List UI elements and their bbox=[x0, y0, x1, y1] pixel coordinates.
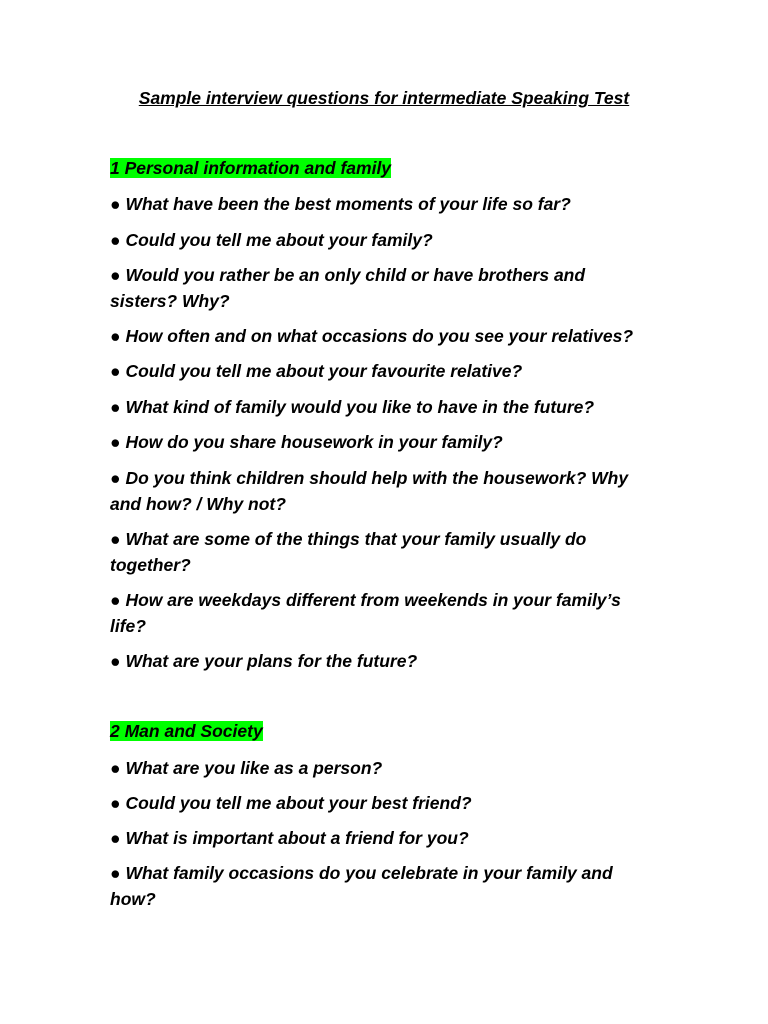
question-text: What are your plans for the future? bbox=[125, 651, 418, 671]
section-heading-personal-information bbox=[110, 156, 392, 180]
question-text: Could you tell me about your best friend? bbox=[125, 793, 472, 813]
bullet-icon: ● bbox=[110, 432, 121, 452]
question-text: What family occasions do you celebrate in your family and how? bbox=[110, 863, 613, 909]
question-item bbox=[110, 191, 655, 217]
question-text: How do you share housework in your family? bbox=[125, 432, 503, 452]
question-text: How often and on what occasions do you see your relatives? bbox=[125, 326, 634, 346]
question-text: What is important about a friend for you? bbox=[125, 828, 469, 848]
question-text: What kind of family would you like to have in the future? bbox=[125, 397, 595, 417]
bullet-icon: ● bbox=[110, 793, 121, 813]
bullet-icon: ● bbox=[110, 397, 121, 417]
question-item bbox=[110, 587, 655, 639]
question-item bbox=[110, 358, 655, 384]
question-item bbox=[110, 790, 655, 816]
question-item bbox=[110, 429, 655, 455]
question-item bbox=[110, 323, 655, 349]
bullet-icon: ● bbox=[110, 361, 121, 381]
question-item bbox=[110, 860, 655, 912]
question-text: Do you think children should help with the housework? Why and how? / Why not? bbox=[110, 468, 629, 514]
question-item bbox=[110, 648, 655, 674]
question-text: What are some of the things that your family usually do together? bbox=[110, 529, 587, 575]
question-text: Would you rather be an only child or have brothers and sisters? Why? bbox=[110, 265, 586, 311]
bullet-icon: ● bbox=[110, 326, 121, 346]
question-item bbox=[110, 465, 655, 517]
bullet-icon: ● bbox=[110, 468, 121, 488]
question-item bbox=[110, 394, 655, 420]
question-text: How are weekdays different from weekends in your family’s life? bbox=[110, 590, 621, 636]
bullet-icon: ● bbox=[110, 590, 121, 610]
question-item bbox=[110, 227, 655, 253]
question-text: What have been the best moments of your life so far? bbox=[125, 194, 571, 214]
question-item bbox=[110, 825, 655, 851]
bullet-icon: ● bbox=[110, 651, 121, 671]
bullet-icon: ● bbox=[110, 863, 121, 883]
document-title: Sample interview questions for intermediate Speaking Test bbox=[138, 88, 630, 108]
bullet-icon: ● bbox=[110, 194, 121, 214]
question-item bbox=[110, 755, 655, 781]
bullet-icon: ● bbox=[110, 758, 121, 778]
question-item bbox=[110, 526, 655, 578]
section-heading-text: 1 Personal information and family bbox=[110, 158, 392, 178]
question-text: What are you like as a person? bbox=[125, 758, 383, 778]
section-heading-text: 2 Man and Society bbox=[110, 721, 263, 741]
question-item bbox=[110, 262, 655, 314]
section-heading-man-and-society bbox=[110, 719, 264, 743]
question-text: Could you tell me about your favourite relative? bbox=[125, 361, 523, 381]
question-text: Could you tell me about your family? bbox=[125, 230, 433, 250]
bullet-icon: ● bbox=[110, 230, 121, 250]
bullet-icon: ● bbox=[110, 265, 121, 285]
bullet-icon: ● bbox=[110, 828, 121, 848]
bullet-icon: ● bbox=[110, 529, 121, 549]
